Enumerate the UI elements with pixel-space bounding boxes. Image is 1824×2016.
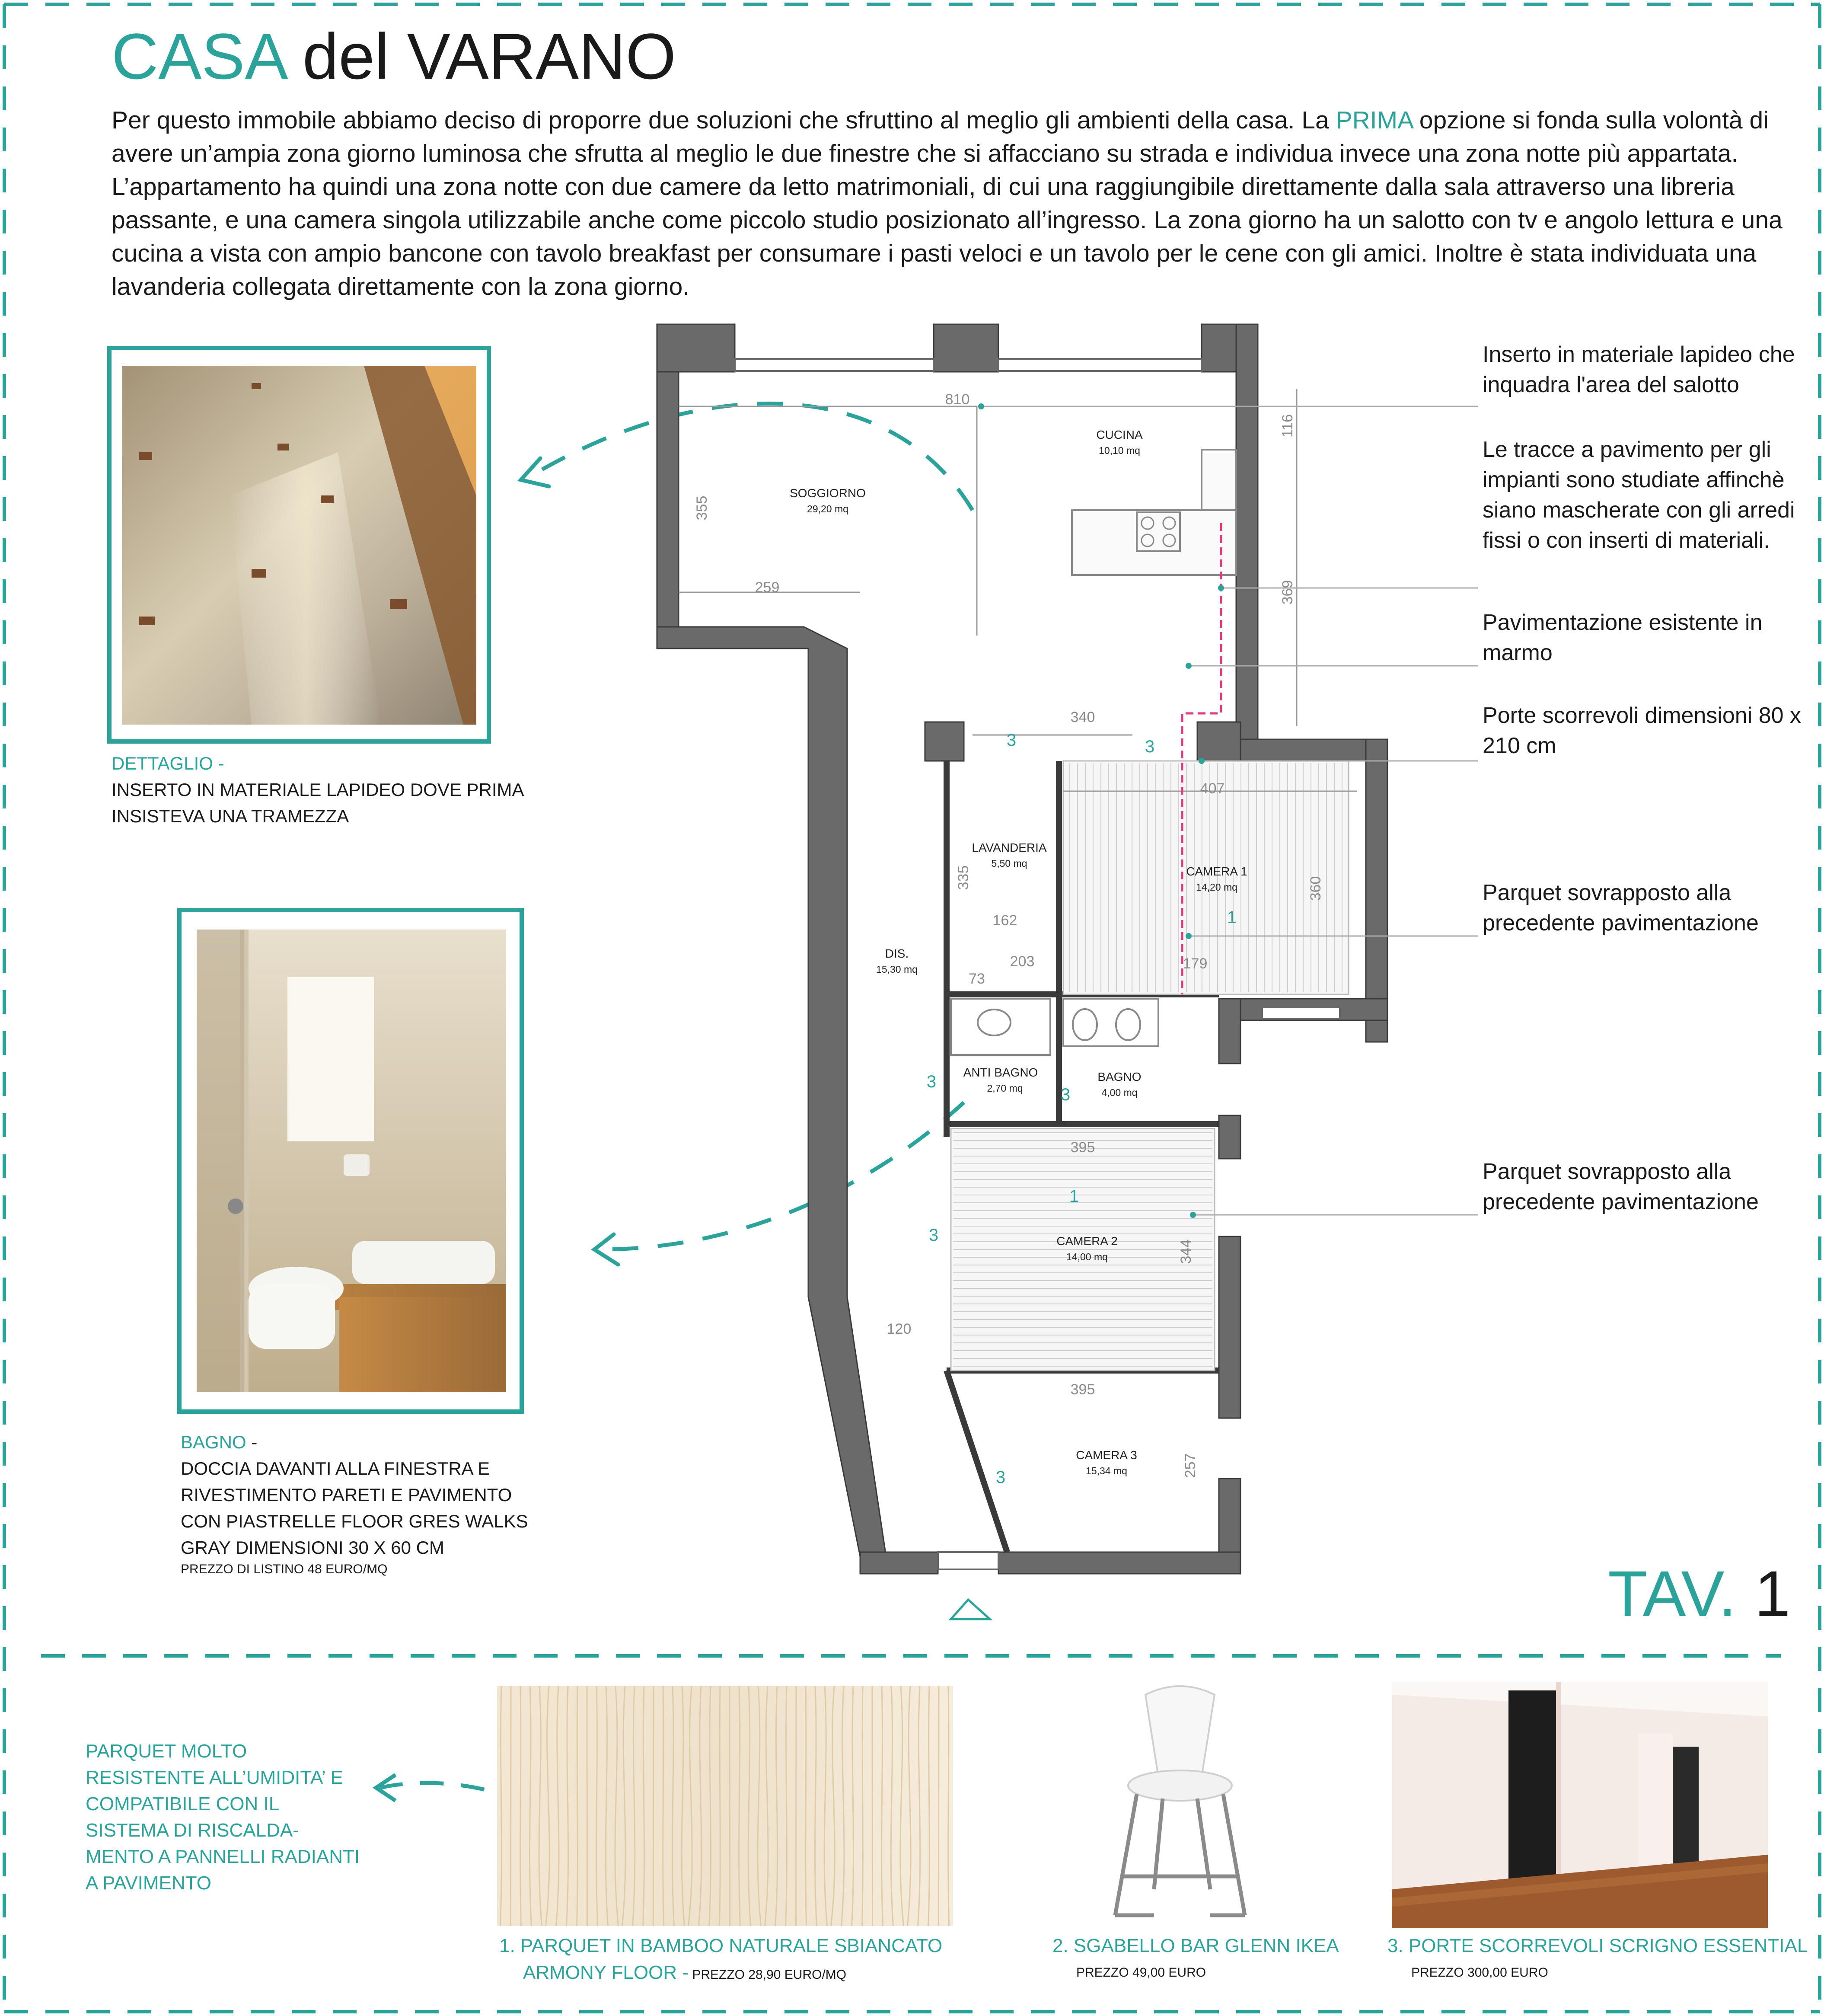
room-camera3-area: 15,34 mq	[1086, 1465, 1127, 1476]
note-stone-insert: Inserto in materiale lapideo che inquadra l'area del salotto	[1483, 342, 1795, 397]
dim-120: 120	[886, 1321, 912, 1337]
marker-3-b: 3	[1145, 737, 1155, 756]
room-lavanderia: LAVANDERIA	[972, 841, 1047, 854]
dim-810: 810	[945, 391, 970, 408]
room-camera1: CAMERA 1	[1186, 865, 1247, 878]
title-part-2: del VARANO	[302, 20, 676, 93]
dim-407: 407	[1200, 780, 1225, 797]
dim-395-b: 395	[1070, 1381, 1095, 1398]
dim-344: 344	[1178, 1239, 1194, 1264]
room-camera3: CAMERA 3	[1076, 1448, 1137, 1462]
note-floor-traces: Le tracce a pavimento per gli impianti sono studiate affinchè siano mascherate con gli arredi fissi o con inserti di materiali.	[1483, 437, 1795, 553]
room-cucina-area: 10,10 mq	[1099, 445, 1140, 456]
dim-162: 162	[992, 912, 1017, 929]
room-lavanderia-area: 5,50 mq	[991, 858, 1027, 869]
product-3-name: 3. PORTE SCORREVOLI SCRIGNO ESSENTIAL	[1387, 1935, 1808, 1956]
dim-179: 179	[1183, 955, 1208, 972]
room-bagno: BAGNO	[1097, 1070, 1142, 1083]
marker-3-f: 3	[995, 1468, 1006, 1487]
bathroom-line-4: GRAY DIMENSIONI 30 X 60 CM	[181, 1537, 444, 1558]
bathroom-line-3: CON PIASTRELLE FLOOR GRES WALKS	[181, 1511, 528, 1531]
detail-line-1: INSERTO IN MATERIALE LAPIDEO DOVE PRIMA	[112, 780, 524, 800]
marker-3-a: 3	[1006, 731, 1017, 750]
product-2-price: PREZZO 49,00 EURO	[1076, 1965, 1206, 1980]
bathroom-price: PREZZO DI LISTINO 48 EURO/MQ	[181, 1562, 388, 1576]
room-soggiorno-area: 29,20 mq	[807, 503, 848, 514]
room-cucina: CUCINA	[1096, 428, 1143, 441]
room-dis-area: 15,30 mq	[876, 964, 918, 975]
room-antibagno: ANTI BAGNO	[963, 1066, 1038, 1079]
marker-3-e: 3	[928, 1226, 939, 1245]
leader-arrows	[532, 403, 973, 1249]
entrance-marker	[951, 1600, 990, 1619]
dim-203: 203	[1010, 953, 1035, 970]
detail-line-2: INSISTEVA UNA TRAMEZZA	[112, 806, 349, 826]
room-camera2-area: 14,00 mq	[1066, 1251, 1108, 1262]
marker-3-c: 3	[926, 1072, 937, 1091]
room-camera2: CAMERA 2	[1056, 1234, 1118, 1248]
tav-text: TAV.	[1608, 1557, 1737, 1630]
product-2-caption	[1052, 1933, 1339, 1986]
bathroom-heading: BAGNO	[181, 1432, 246, 1452]
bathroom-line-1: DOCCIA DAVANTI ALLA FINESTRA E	[181, 1458, 490, 1479]
room-dis: DIS.	[885, 947, 909, 960]
product-3-price: PREZZO 300,00 EURO	[1411, 1965, 1548, 1980]
marker-1-b: 1	[1069, 1187, 1079, 1206]
sliding-doors-photo	[1392, 1682, 1768, 1928]
arrow-to-bathroom-photo	[601, 1102, 964, 1249]
bathroom-line-2: RIVESTIMENTO PARETI E PAVIMENTO	[181, 1485, 512, 1505]
marker-1-a: 1	[1227, 908, 1237, 927]
product-3-caption	[1387, 1933, 1808, 1986]
dim-369: 369	[1279, 580, 1296, 605]
room-soggiorno: SOGGIORNO	[790, 486, 866, 500]
kitchen-counter	[1072, 450, 1236, 575]
note-parquet-1: Parquet sovrapposto alla precedente pavimentazione	[1483, 880, 1759, 936]
dim-257: 257	[1182, 1453, 1199, 1478]
note-parquet-2: Parquet sovrapposto alla precedente pavimentazione	[1483, 1159, 1759, 1214]
dim-259: 259	[755, 579, 780, 596]
tav-label	[1608, 1556, 1791, 1631]
intro-text-2: opzione si fonda sulla volontà di avere un’ampia zona giorno luminosa che sfrutta al meglio le due finestre che si affacciano su strada e individua invece una zona notte più appartata. L’appartamento ha quindi una zona notte con due camere da letto matrimoniali, di cui una raggiungibile direttamente dalla sala attraverso una libreria passante, e una camera singola utilizzabile anche come piccolo studio posizionato all’ingresso. La zona giorno ha un salotto con tv e angolo lettura e una cucina a vista con ampio bancone con tavolo breakfast per consumare i pasti veloci e un tavolo per le cene con gli amici. Inoltre è stata individuata una lavanderia collegata direttamente con la zona giorno.	[112, 106, 1783, 300]
room-bagno-area: 4,00 mq	[1101, 1087, 1138, 1098]
dim-335: 335	[955, 865, 972, 890]
tav-number: 1	[1754, 1557, 1791, 1630]
bathroom-heading-dash: -	[246, 1432, 258, 1452]
note-sliding-doors: Porte scorrevoli dimensioni 80 x 210 cm	[1483, 703, 1801, 758]
arrow-to-marble-photo	[532, 403, 973, 510]
bamboo-parquet-photo	[497, 1686, 953, 1926]
title-part-1: CASA	[112, 20, 285, 93]
room-antibagno-area: 2,70 mq	[987, 1083, 1023, 1094]
dim-340: 340	[1070, 709, 1095, 725]
dim-395-a: 395	[1070, 1139, 1095, 1156]
product-1-caption	[499, 1933, 942, 1988]
intro-highlight: PRIMA	[1336, 106, 1413, 134]
sanitary-fixtures	[951, 999, 1158, 1055]
product-2-name: 2. SGABELLO BAR GLENN IKEA	[1052, 1935, 1339, 1956]
bar-stool-photo	[1098, 1682, 1262, 1924]
intro-text-1: Per questo immobile abbiamo deciso di proporre due soluzioni che sfruttino al meglio gli ambienti della casa. La	[112, 106, 1336, 134]
marker-3-d: 3	[1060, 1085, 1071, 1104]
product-1-price: PREZZO 28,90 EURO/MQ	[689, 1968, 847, 1982]
dim-73: 73	[969, 971, 985, 987]
product-1-name: 1. PARQUET IN BAMBOO NATURALE SBIANCATO	[499, 1935, 943, 1956]
product-1-brand: ARMONY FLOOR -	[523, 1962, 689, 1983]
note-marble-floor: Pavimentazione esistente in marmo	[1483, 610, 1763, 665]
detail-heading: DETTAGLIO -	[112, 753, 224, 773]
room-camera1-area: 14,20 mq	[1196, 882, 1237, 893]
dim-360: 360	[1307, 876, 1324, 901]
dim-355: 355	[694, 495, 710, 521]
dim-116: 116	[1279, 414, 1296, 438]
parquet-note: PARQUET MOLTO RESISTENTE ALL’UMIDITA’ E COMPATIBILE CON IL SISTEMA DI RISCALDA- MENTO A PANNELLI RADIANTI A PAVIMENTO	[86, 1741, 360, 1894]
